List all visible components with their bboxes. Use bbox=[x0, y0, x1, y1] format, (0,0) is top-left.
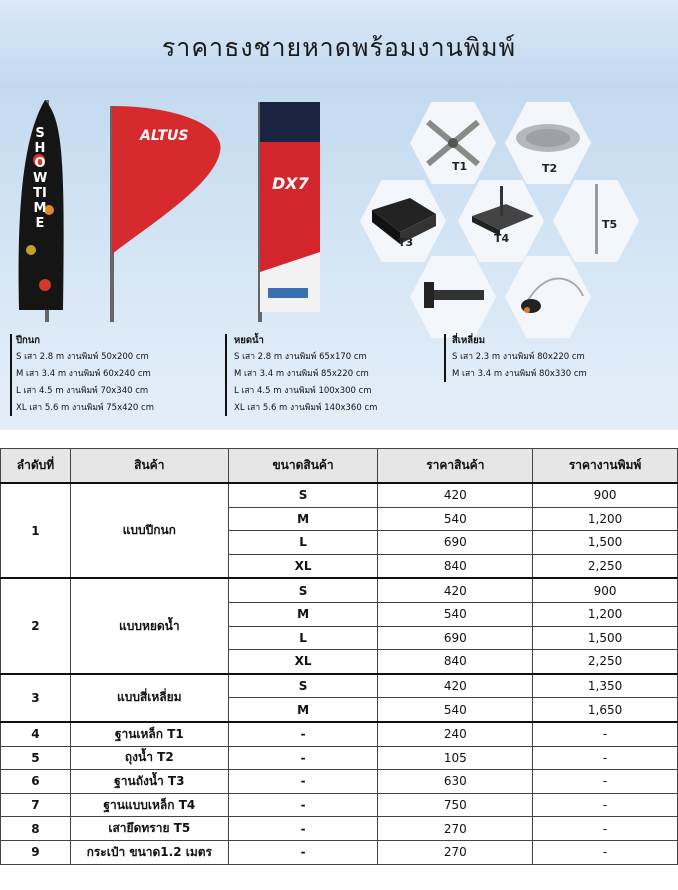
spec-line: M เสา 3.4 m งานพิมพ์ 80x330 cm bbox=[452, 369, 587, 379]
table-row bbox=[1, 770, 678, 794]
spec-divider bbox=[10, 334, 12, 416]
price-cell: 540 bbox=[378, 602, 533, 626]
stand-t4-tile bbox=[458, 180, 544, 262]
item-number: 7 bbox=[1, 793, 71, 817]
price-cell: 630 bbox=[378, 770, 533, 794]
print-price-cell: 1,650 bbox=[533, 698, 678, 722]
product-name: แบบหยดน้ำ bbox=[70, 578, 228, 673]
product-name: แบบปีกนก bbox=[70, 483, 228, 578]
price-cell: 270 bbox=[378, 817, 533, 841]
stand-t5-label: T5 bbox=[602, 218, 618, 231]
size-cell: M bbox=[228, 698, 378, 722]
price-cell: 540 bbox=[378, 507, 533, 531]
size-cell: XL bbox=[228, 650, 378, 674]
size-cell: XL bbox=[228, 554, 378, 578]
stand-t4-label: T4 bbox=[494, 232, 510, 245]
spec-line: M เสา 3.4 m งานพิมพ์ 85x220 cm bbox=[234, 369, 369, 379]
spec-teardrop bbox=[234, 332, 377, 417]
spec-feather-header: ปีกนก bbox=[16, 335, 41, 346]
size-cell: M bbox=[228, 507, 378, 531]
stand-t3-tile bbox=[360, 180, 446, 262]
print-price-cell: - bbox=[533, 746, 678, 770]
print-price-cell: 1,200 bbox=[533, 507, 678, 531]
price-cell: 105 bbox=[378, 746, 533, 770]
flag3-text: DX7 bbox=[272, 174, 309, 193]
spec-line: L เสา 4.5 m งานพิมพ์ 70x340 cm bbox=[16, 386, 149, 396]
size-cell: L bbox=[228, 626, 378, 650]
product-name: แบบสี่เหลี่ยม bbox=[70, 674, 228, 722]
price-table bbox=[0, 448, 678, 865]
size-cell: - bbox=[228, 817, 378, 841]
spec-line: XL เสา 5.6 m งานพิมพ์ 75x420 cm bbox=[16, 403, 155, 413]
price-cell: 240 bbox=[378, 722, 533, 746]
size-cell: - bbox=[228, 770, 378, 794]
column-header: ลำดับที่ bbox=[1, 449, 71, 484]
item-number: 8 bbox=[1, 817, 71, 841]
print-price-cell: 2,250 bbox=[533, 650, 678, 674]
stand-t3-label: T3 bbox=[398, 236, 414, 249]
print-price-cell: - bbox=[533, 722, 678, 746]
spec-line: M เสา 3.4 m งานพิมพ์ 60x240 cm bbox=[16, 369, 151, 379]
table-row bbox=[1, 483, 678, 507]
spec-feather bbox=[16, 332, 154, 417]
size-cell: S bbox=[228, 483, 378, 507]
size-cell: S bbox=[228, 674, 378, 698]
price-cell: 420 bbox=[378, 674, 533, 698]
print-price-cell: 900 bbox=[533, 578, 678, 602]
column-header: ขนาดสินค้า bbox=[228, 449, 378, 484]
size-cell: - bbox=[228, 722, 378, 746]
size-cell: - bbox=[228, 793, 378, 817]
spec-teardrop-header: หยดน้ำ bbox=[234, 335, 264, 346]
price-cell: 420 bbox=[378, 578, 533, 602]
print-price-cell: - bbox=[533, 793, 678, 817]
rectangle-flag-image bbox=[260, 102, 322, 312]
page-title: ราคาธงชายหาดพร้อมงานพิมพ์ bbox=[161, 33, 517, 62]
product-name: กระเป๋า ขนาด1.2 เมตร bbox=[70, 840, 228, 864]
size-cell: S bbox=[228, 578, 378, 602]
table-row bbox=[1, 793, 678, 817]
product-name: ฐานแบบเหล็ก T4 bbox=[70, 793, 228, 817]
product-name: ถุงน้ำ T2 bbox=[70, 746, 228, 770]
column-header: ราคางานพิมพ์ bbox=[533, 449, 678, 484]
item-number: 1 bbox=[1, 483, 71, 578]
price-cell: 690 bbox=[378, 626, 533, 650]
price-cell: 690 bbox=[378, 531, 533, 555]
price-cell: 270 bbox=[378, 840, 533, 864]
table-row bbox=[1, 840, 678, 864]
table-row bbox=[1, 817, 678, 841]
spec-rectangle-header: สี่เหลี่ยม bbox=[452, 335, 485, 346]
print-price-cell: 2,250 bbox=[533, 554, 678, 578]
table-header-row bbox=[1, 449, 678, 484]
spec-line: S เสา 2.8 m งานพิมพ์ 50x200 cm bbox=[16, 352, 149, 362]
table-row bbox=[1, 578, 678, 602]
spec-rectangle bbox=[452, 332, 587, 383]
price-cell: 750 bbox=[378, 793, 533, 817]
column-header: ราคาสินค้า bbox=[378, 449, 533, 484]
size-cell: - bbox=[228, 746, 378, 770]
spec-line: L เสา 4.5 m งานพิมพ์ 100x300 cm bbox=[234, 386, 372, 396]
print-price-cell: 1,350 bbox=[533, 674, 678, 698]
price-cell: 420 bbox=[378, 483, 533, 507]
item-number: 4 bbox=[1, 722, 71, 746]
spec-line: XL เสา 5.6 m งานพิมพ์ 140x360 cm bbox=[234, 403, 378, 413]
flag1-text: SHOW TIME bbox=[33, 126, 48, 231]
price-cell: 840 bbox=[378, 554, 533, 578]
price-cell: 540 bbox=[378, 698, 533, 722]
spec-divider bbox=[225, 334, 227, 416]
item-number: 2 bbox=[1, 578, 71, 673]
item-number: 5 bbox=[1, 746, 71, 770]
size-cell: L bbox=[228, 531, 378, 555]
rope-spike-tile bbox=[505, 256, 591, 338]
table-row bbox=[1, 746, 678, 770]
column-header: สินค้า bbox=[70, 449, 228, 484]
stand-t1-label: T1 bbox=[452, 160, 468, 173]
product-name: ฐานถังน้ำ T3 bbox=[70, 770, 228, 794]
stand-t2-label: T2 bbox=[542, 162, 558, 175]
print-price-cell: 1,500 bbox=[533, 626, 678, 650]
item-number: 3 bbox=[1, 674, 71, 722]
print-price-cell: 900 bbox=[533, 483, 678, 507]
table-row bbox=[1, 722, 678, 746]
print-price-cell: 1,200 bbox=[533, 602, 678, 626]
print-price-cell: - bbox=[533, 770, 678, 794]
print-price-cell: - bbox=[533, 817, 678, 841]
spec-line: S เสา 2.8 m งานพิมพ์ 65x170 cm bbox=[234, 352, 367, 362]
print-price-cell: - bbox=[533, 840, 678, 864]
title-banner bbox=[0, 0, 678, 88]
stand-t5-tile bbox=[553, 180, 639, 262]
spec-line: S เสา 2.3 m งานพิมพ์ 80x220 cm bbox=[452, 352, 585, 362]
size-cell: - bbox=[228, 840, 378, 864]
table-row bbox=[1, 674, 678, 698]
product-name: ฐานเหล็ก T1 bbox=[70, 722, 228, 746]
item-number: 6 bbox=[1, 770, 71, 794]
product-illustration-panel bbox=[0, 88, 678, 430]
print-price-cell: 1,500 bbox=[533, 531, 678, 555]
pole-connector-tile bbox=[410, 256, 496, 338]
product-name: เสายึดทราย T5 bbox=[70, 817, 228, 841]
price-cell: 840 bbox=[378, 650, 533, 674]
item-number: 9 bbox=[1, 840, 71, 864]
size-cell: M bbox=[228, 602, 378, 626]
spec-divider bbox=[444, 334, 446, 382]
flag2-text: ALTUS bbox=[140, 128, 189, 144]
